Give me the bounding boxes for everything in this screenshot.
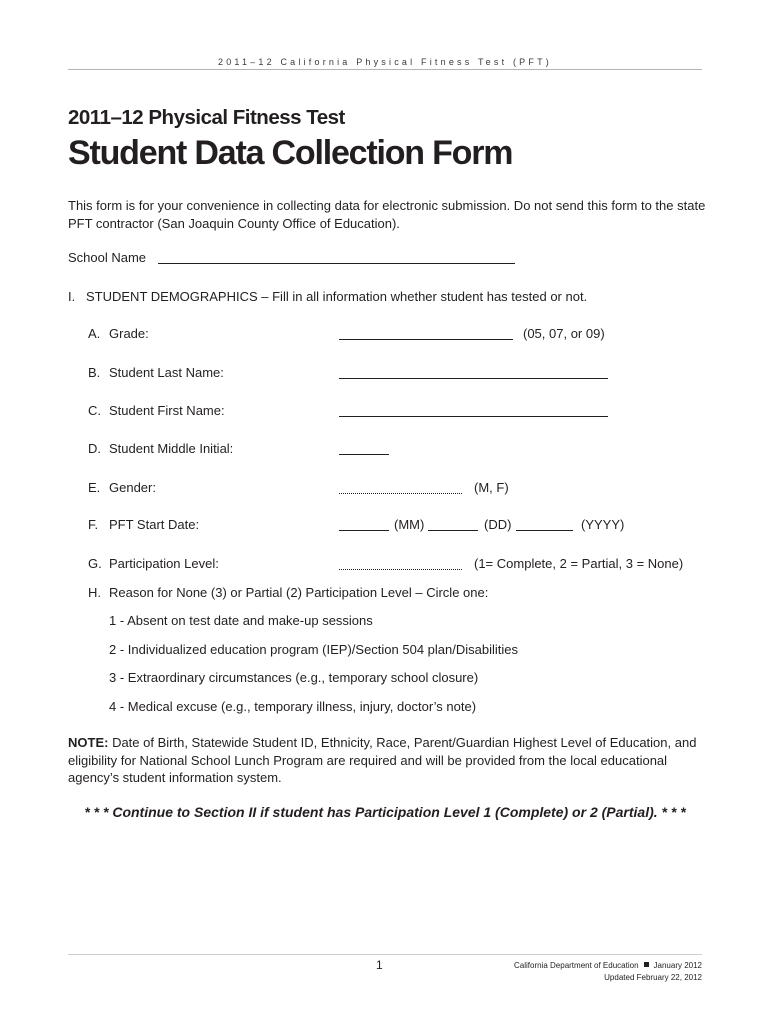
field-participation-level (88, 556, 708, 574)
grade-hint: (05, 07, or 09) (523, 326, 605, 341)
gender-blank[interactable] (339, 480, 462, 494)
field-letter: C. (88, 403, 101, 418)
footer-info (514, 960, 702, 984)
field-last-name (88, 365, 688, 383)
footer-divider (68, 954, 702, 955)
school-name-field (68, 250, 515, 265)
square-bullet-icon (644, 962, 649, 967)
field-letter: F. (88, 517, 99, 532)
note-paragraph (68, 734, 718, 787)
field-grade (88, 326, 688, 344)
grade-blank[interactable] (339, 326, 513, 340)
school-name-label: School Name (68, 250, 147, 265)
participation-blank[interactable] (339, 556, 462, 570)
field-label: PFT Start Date: (109, 517, 200, 532)
field-label: Student First Name: (109, 403, 225, 418)
footer-date: January 2012 (653, 961, 702, 970)
day-hint: (DD) (484, 517, 512, 532)
field-label: Student Last Name: (109, 365, 224, 380)
field-letter: B. (88, 365, 101, 380)
field-reason (88, 585, 688, 603)
field-gender (88, 480, 688, 498)
note-label: NOTE: (68, 735, 109, 750)
reason-option[interactable]: 3 - Extraordinary circumstances (e.g., temporary school closure) (109, 670, 479, 685)
year-blank[interactable] (516, 517, 573, 531)
page-subtitle: 2011–12 Physical Fitness Test (68, 106, 345, 129)
intro-paragraph: This form is for your convenience in collecting data for electronic submission. Do not send this form to the state PFT contractor (San Joaquin County Office of Education). (68, 198, 706, 231)
section-heading (68, 289, 587, 304)
reason-option[interactable]: 1 - Absent on test date and make-up sessions (109, 613, 373, 628)
page-number: 1 (376, 958, 383, 972)
day-blank[interactable] (428, 517, 478, 531)
continue-instruction: * * * Continue to Section II if student has Participation Level 1 (Complete) or 2 (Partial). * * * (84, 804, 686, 820)
field-label: Participation Level: (109, 556, 219, 571)
field-middle-initial (88, 441, 688, 459)
field-letter: G. (88, 556, 102, 571)
participation-hint: (1= Complete, 2 = Partial, 3 = None) (474, 556, 684, 571)
month-blank[interactable] (339, 517, 389, 531)
section-heading-text: STUDENT DEMOGRAPHICS – Fill in all information whether student has tested or not. (86, 289, 588, 304)
school-name-blank[interactable] (158, 263, 515, 264)
field-letter: D. (88, 441, 101, 456)
field-letter: A. (88, 326, 101, 341)
field-first-name (88, 403, 688, 421)
footer-updated: Updated February 22, 2012 (604, 973, 702, 982)
first-name-blank[interactable] (339, 403, 608, 417)
field-letter: H. (88, 585, 101, 600)
month-hint: (MM) (394, 517, 425, 532)
middle-initial-blank[interactable] (339, 441, 389, 455)
field-label: Reason for None (3) or Partial (2) Participation Level – Circle one: (109, 585, 489, 600)
gender-hint: (M, F) (474, 480, 509, 495)
reason-option[interactable]: 4 - Medical excuse (e.g., temporary illness, injury, doctor’s note) (109, 699, 477, 714)
field-label: Student Middle Initial: (109, 441, 234, 456)
field-letter: E. (88, 480, 101, 495)
footer-department: California Department of Education (514, 961, 639, 970)
field-label: Gender: (109, 480, 156, 495)
last-name-blank[interactable] (339, 365, 608, 379)
section-number: I. (68, 289, 76, 304)
field-start-date (88, 517, 688, 535)
note-text: Date of Birth, Statewide Student ID, Ethnicity, Race, Parent/Guardian Highest Level of Education, and eligibility for National School Lunch Program are required and will be provided from the local educational agency’s student information system. (68, 735, 697, 785)
field-label: Grade: (109, 326, 149, 341)
page-title: Student Data Collection Form (68, 134, 513, 172)
header-divider (68, 69, 702, 70)
reason-option[interactable]: 2 - Individualized education program (IEP)/Section 504 plan/Disabilities (109, 642, 518, 657)
year-hint: (YYYY) (581, 517, 625, 532)
running-head: 2011–12 California Physical Fitness Test (PFT) (218, 57, 552, 67)
